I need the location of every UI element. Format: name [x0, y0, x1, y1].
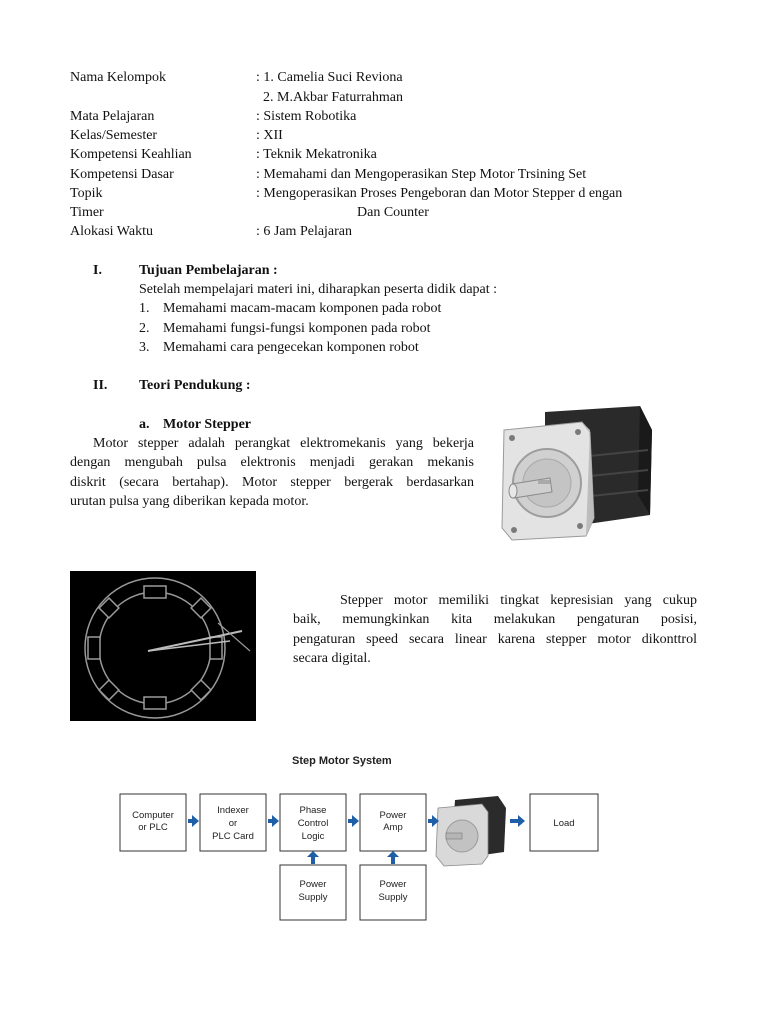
- value-kompetensi-keahlian: : Teknik Mekatronika: [256, 147, 377, 162]
- value-member-2: 2. M.Akbar Faturrahman: [263, 90, 403, 105]
- paragraph-line: Stepper motor memiliki tingkat kepresisian yang cukup: [340, 593, 697, 608]
- section-1-number: I.: [93, 263, 102, 278]
- list-item-number: 1.: [139, 301, 150, 316]
- subsection-title: Motor Stepper: [163, 417, 251, 432]
- paragraph-line: baik, memungkinkan kita melakukan pengaturan posisi,: [293, 612, 697, 628]
- label-timer: Timer: [70, 205, 104, 220]
- label-alokasi-waktu: Alokasi Waktu: [70, 224, 153, 239]
- paragraph-line: diskrit (secara bertahap). Motor stepper bergerak berdasarkan: [70, 474, 474, 490]
- box-label: or: [228, 818, 238, 829]
- box-label: Indexer: [217, 805, 249, 816]
- paragraph-line: pengaturan speed secara linear karena stepper motor dikonttrol: [293, 631, 697, 647]
- box-label: Amp: [383, 822, 403, 833]
- diagram-title: Step Motor System: [292, 755, 392, 767]
- paragraph-line: dengan mengubah pulsa elektronis menjadi gerakan mekanis: [70, 455, 474, 471]
- value-topik: : Mengoperasikan Proses Pengeboran dan Motor Stepper d engan: [256, 186, 623, 201]
- label-topik: Topik: [70, 186, 103, 201]
- box-label: Phase: [299, 805, 327, 816]
- list-item-number: 3.: [139, 340, 150, 355]
- section-2-title: Teori Pendukung :: [139, 378, 251, 393]
- subsection-number: a.: [139, 417, 150, 432]
- stepper-cross-section-image: [70, 571, 256, 721]
- label-kompetensi-keahlian: Kompetensi Keahlian: [70, 147, 192, 162]
- paragraph-motor-stepper: [70, 434, 474, 511]
- box-label: Control: [297, 818, 329, 829]
- section-1-title: Tujuan Pembelajaran :: [139, 263, 278, 278]
- label-kompetensi-dasar: Kompetensi Dasar: [70, 167, 174, 182]
- box-label: Power: [299, 879, 327, 890]
- value-nama-kelompok: : 1. Camelia Suci Reviona: [256, 70, 403, 85]
- box-label: Supply: [298, 892, 328, 903]
- box-label: Logic: [301, 831, 325, 842]
- box-label: Power: [379, 879, 407, 890]
- box-label: Supply: [378, 892, 408, 903]
- paragraph-line: Motor stepper adalah perangkat elektromekanis yang bekerja: [93, 436, 474, 451]
- diagram-motor-image: [436, 796, 506, 866]
- value-kelas-semester: : XII: [256, 128, 283, 143]
- step-motor-system-diagram: [110, 748, 610, 928]
- paragraph-presisi: [293, 591, 697, 668]
- paragraph-line: secara digital.: [293, 650, 371, 666]
- value-timer: Dan Counter: [357, 205, 429, 220]
- value-alokasi-waktu: : 6 Jam Pelajaran: [256, 224, 353, 239]
- list-item: Memahami fungsi-fungsi komponen pada robot: [163, 321, 431, 336]
- box-label: PLC Card: [212, 831, 254, 842]
- value-mata-pelajaran: : Sistem Robotika: [256, 109, 357, 124]
- box-label: Load: [553, 818, 575, 829]
- label-mata-pelajaran: Mata Pelajaran: [70, 109, 155, 124]
- box-label: Power: [379, 810, 407, 821]
- label-kelas-semester: Kelas/Semester: [70, 128, 158, 143]
- box-label: or PLC: [138, 822, 168, 833]
- paragraph-line: urutan pulsa yang diberikan kepada motor.: [70, 493, 309, 509]
- value-kompetensi-dasar: : Memahami dan Mengoperasikan Step Motor Trsining Set: [256, 167, 587, 182]
- list-item: Memahami macam-macam komponen pada robot: [163, 301, 442, 316]
- list-item: Memahami cara pengecekan komponen robot: [163, 340, 419, 355]
- section-2-number: II.: [93, 378, 108, 393]
- label-nama-kelompok: Nama Kelompok: [70, 70, 167, 85]
- list-item-number: 2.: [139, 321, 150, 336]
- stepper-motor-image: [490, 400, 660, 545]
- box-label: Computer: [132, 810, 174, 821]
- section-1-intro: Setelah mempelajari materi ini, diharapkan peserta didik dapat :: [139, 282, 498, 297]
